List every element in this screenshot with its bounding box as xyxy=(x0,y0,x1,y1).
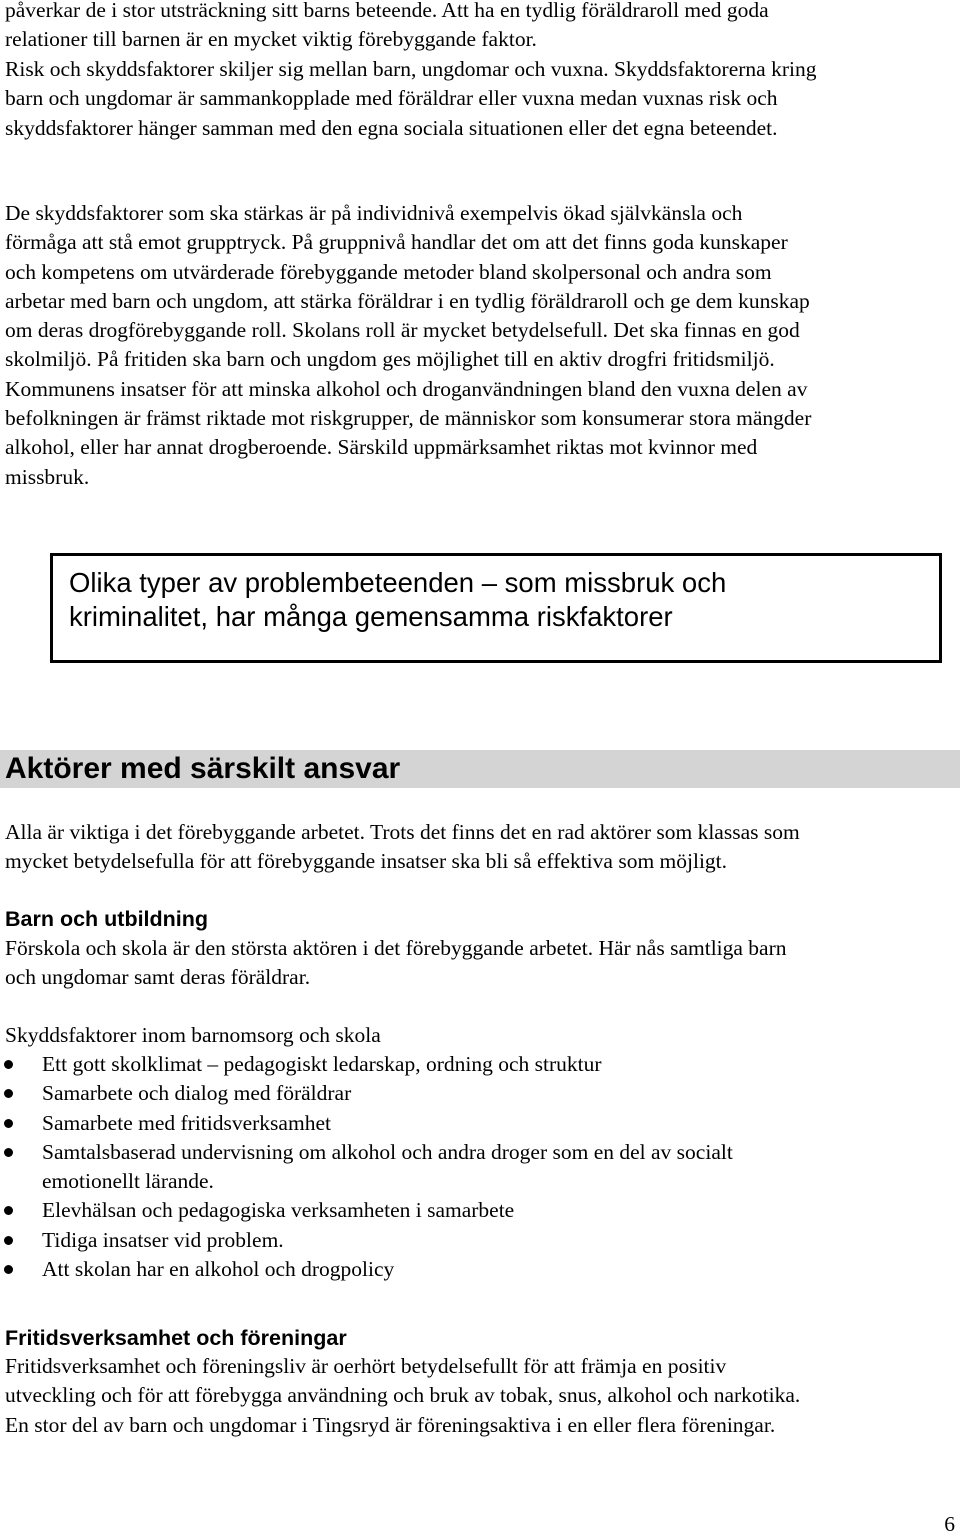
barn-utbildning-paragraph xyxy=(5,934,955,993)
subheading-barn-utbildning: Barn och utbildning xyxy=(5,907,209,931)
section-title: Aktörer med särskilt ansvar xyxy=(5,752,401,785)
text-line: befolkningen är främst riktade mot riskgrupper, de människor som konsumerar stora mängder xyxy=(5,406,812,431)
list-intro: Skyddsfaktorer inom barnomsorg och skola xyxy=(5,1023,381,1047)
list-item: Tidiga insatser vid problem. xyxy=(0,1226,900,1255)
text-line: relationer till barnen är en mycket viktig förebyggande faktor. xyxy=(5,27,537,52)
text-line: Förskola och skola är den största aktören i det förebyggande arbetet. Här nås samtliga barn xyxy=(5,936,787,960)
text-line: utveckling och för att förebygga användning och bruk av tobak, snus, alkohol och narkotika. xyxy=(5,1383,801,1408)
text-line: skyddsfaktorer hänger samman med den egna sociala situationen eller det egna beteendet. xyxy=(5,115,778,140)
fritid-paragraph xyxy=(5,1352,955,1440)
text-line: En stor del av barn och ungdomar i Tingsryd är föreningsaktiva i en eller flera föreningar. xyxy=(5,1412,776,1437)
callout-text xyxy=(69,566,919,634)
section-heading-bar xyxy=(0,750,960,788)
protective-factors-paragraph xyxy=(5,199,955,492)
text-line: Kommunens insatser för att minska alkohol och droganvändningen bland den vuxna delen av xyxy=(5,376,808,401)
bullet-icon xyxy=(4,1089,13,1098)
text-line: De skyddsfaktorer som ska stärkas är på individnivå exempelvis ökad självkänsla och xyxy=(5,201,743,225)
text-line: om deras drogförebyggande roll. Skolans roll är mycket betydelsefull. Det ska finnas en god xyxy=(5,318,800,343)
list-item: Ett gott skolklimat – pedagogiskt ledarskap, ordning och struktur xyxy=(0,1050,900,1079)
subheading-fritid: Fritidsverksamhet och föreningar xyxy=(5,1326,347,1350)
text-line: missbruk. xyxy=(5,464,90,489)
text-line: och kompetens om utvärderade förebyggande metoder bland skolpersonal och andra som xyxy=(5,259,772,284)
bullet-icon xyxy=(4,1148,13,1157)
bullet-icon xyxy=(4,1119,13,1128)
top-paragraph xyxy=(5,0,955,55)
section-intro xyxy=(5,818,955,877)
callout-line: Olika typer av problembeteenden – som missbruk och xyxy=(69,567,727,598)
list-item: Samtalsbaserad undervisning om alkohol och andra droger som en del av socialt emotionellt lärande. xyxy=(0,1138,900,1197)
text-line: arbetar med barn och ungdom, att stärka föräldrar i en tydlig föräldraroll och ge dem kunskap xyxy=(5,288,810,313)
text-line: påverkar de i stor utsträckning sitt barns beteende. Att ha en tydlig föräldraroll med goda xyxy=(5,0,769,22)
text-line: Alla är viktiga i det förebyggande arbetet. Trots det finns det en rad aktörer som klassas som xyxy=(5,820,800,844)
text-line: Fritidsverksamhet och föreningsliv är oerhört betydelsefullt för att främja en positiv xyxy=(5,1354,727,1378)
protective-factors-list xyxy=(0,1050,900,1284)
text-line: barn och ungdomar är sammankopplade med föräldrar eller vuxna medan vuxnas risk och xyxy=(5,86,778,111)
bullet-icon xyxy=(4,1265,13,1274)
bullet-icon xyxy=(4,1236,13,1245)
list-item: Att skolan har en alkohol och drogpolicy xyxy=(0,1255,900,1284)
list-item: Samarbete och dialog med föräldrar xyxy=(0,1079,900,1108)
list-item: Elevhälsan och pedagogiska verksamheten i samarbete xyxy=(0,1196,900,1225)
page-number: 6 xyxy=(944,1512,955,1536)
text-line: skolmiljö. På fritiden ska barn och ungdom ges möjlighet till en aktiv drogfri fritidsmiljö. xyxy=(5,347,775,372)
text-line: alkohol, eller har annat drogberoende. Särskild uppmärksamhet riktas mot kvinnor med xyxy=(5,435,758,460)
list-item: Samarbete med fritidsverksamhet xyxy=(0,1109,900,1138)
callout-box xyxy=(50,553,942,663)
text-line: förmåga att stå emot grupptryck. På gruppnivå handlar det om att det finns goda kunskaper xyxy=(5,230,788,255)
text-line: mycket betydelsefulla för att förebyggande insatser ska bli så effektiva som möjligt. xyxy=(5,849,728,874)
callout-line: kriminalitet, har många gemensamma riskfaktorer xyxy=(69,601,673,632)
bullet-icon xyxy=(4,1060,13,1069)
bullet-icon xyxy=(4,1206,13,1215)
text-line: och ungdomar samt deras föräldrar. xyxy=(5,965,311,990)
risk-paragraph xyxy=(5,55,955,143)
text-line: Risk och skyddsfaktorer skiljer sig mellan barn, ungdomar och vuxna. Skyddsfaktorerna kring xyxy=(5,57,817,81)
